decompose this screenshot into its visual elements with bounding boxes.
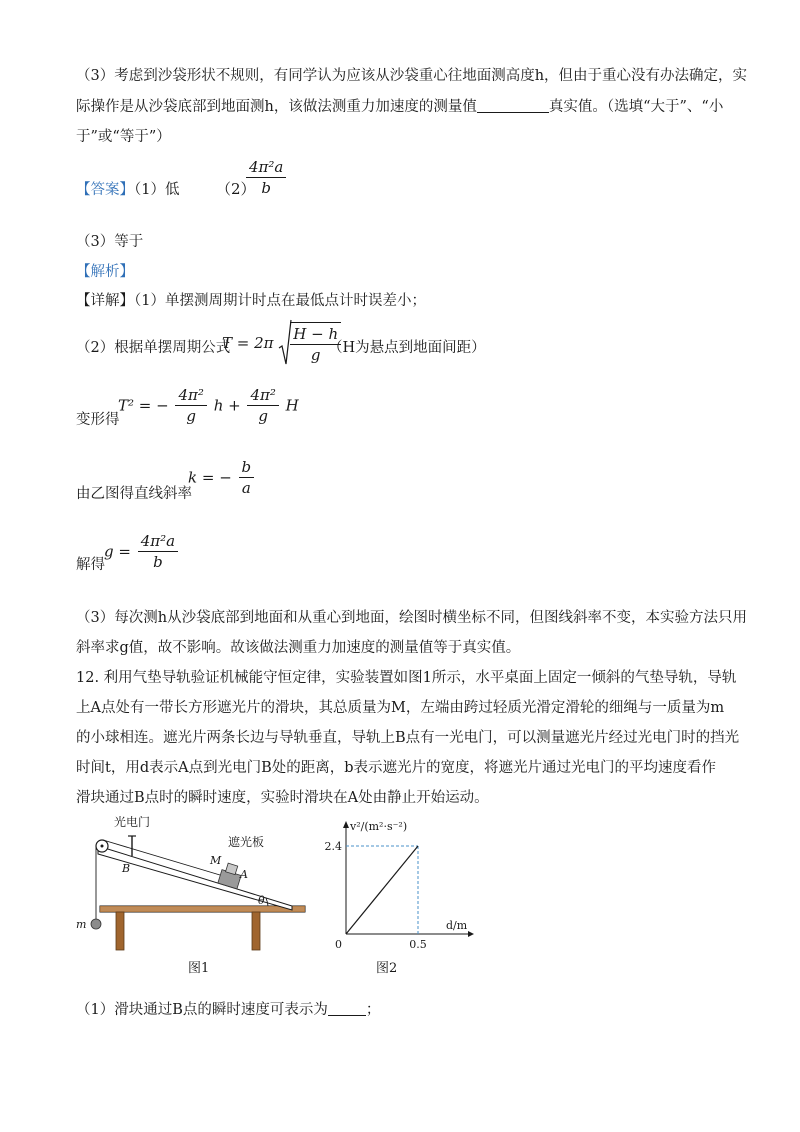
q12-line4: 时间t，用d表示A点到光电门B处的距离，b表示遮光片的宽度，将遮光片通过光电门的平均速度看作 bbox=[76, 760, 717, 776]
label-theta: θ bbox=[258, 894, 265, 907]
answer-line1 bbox=[76, 178, 179, 199]
detail-line3-pre: 变形得 bbox=[76, 412, 120, 428]
y-axis-arrow-icon bbox=[343, 821, 349, 828]
x-tick-label: 0.5 bbox=[409, 938, 427, 951]
pulley-axle-icon bbox=[101, 845, 104, 848]
detail-line4-pre: 由乙图得直线斜率 bbox=[76, 486, 192, 502]
q12-line2: 上A点处有一带长方形遮光片的滑块，其总质量为M，左端由跨过轻质光滑定滑轮的细绳与一质量为m bbox=[76, 700, 725, 716]
period-sqrt-num: H − h bbox=[290, 325, 341, 345]
period-sqrt-den: g bbox=[310, 346, 321, 364]
label-M: M bbox=[210, 854, 222, 867]
label-B: B bbox=[122, 862, 131, 875]
detail-line5-pre: 解得 bbox=[76, 557, 105, 573]
q12-line3: 的小球相连。遮光片两条长边与导轨垂直，导轨上B点有一光电门，可以测量遮光片经过光电门时的挡光 bbox=[76, 730, 740, 746]
answer-part2-label: （2） bbox=[216, 180, 256, 198]
table-leg-left bbox=[116, 912, 124, 950]
x-axis-label: d/m bbox=[446, 919, 468, 932]
origin-label: 0 bbox=[335, 938, 342, 951]
result-num: 4π²a bbox=[138, 532, 178, 552]
transform-mid: h + bbox=[213, 396, 241, 415]
label-A: A bbox=[240, 868, 248, 881]
slope-den: a bbox=[241, 479, 251, 497]
result-den: b bbox=[153, 553, 163, 571]
q3-line2-pre: 际操作是从沙袋底部到地面测h，该做法测重力加速度的测量值 bbox=[76, 99, 477, 115]
series-line bbox=[346, 846, 418, 934]
q12-sub1-post: ； bbox=[365, 1002, 381, 1018]
q12-sub1-pre: （1）滑块通过B点的瞬时速度可表示为 bbox=[76, 1002, 328, 1018]
slope-lhs: k = − bbox=[188, 468, 232, 487]
analysis-tag bbox=[76, 260, 134, 281]
analysis-tag-text: 【解析】 bbox=[76, 264, 134, 280]
q12-sub1 bbox=[76, 998, 380, 1019]
result-lhs: g = bbox=[104, 542, 131, 561]
figure-2-chart bbox=[318, 816, 478, 976]
detail-line7: 斜率求g值，故不影响。故该做法测重力加速度的测量值等于真实值。 bbox=[76, 640, 521, 656]
q3-line3: 于”或“等于”） bbox=[76, 129, 171, 145]
answer-tag: 【答案】 bbox=[76, 182, 134, 198]
label-m: m bbox=[76, 918, 87, 931]
y-tick-label: 2.4 bbox=[324, 840, 342, 853]
detail-line2-pre: （2）根据单摆周期公式 bbox=[76, 340, 231, 356]
ball-icon bbox=[91, 919, 101, 929]
slope-num: b bbox=[239, 458, 255, 478]
transform-tail: H bbox=[285, 396, 299, 415]
table-top-fill bbox=[100, 906, 305, 912]
q12-line1: 12. 利用气垫导轨验证机械能守恒定律，实验装置如图1所示，水平桌面上固定一倾斜的气垫导轨，导轨 bbox=[76, 670, 737, 686]
result-formula bbox=[104, 532, 180, 571]
transform-f2-den: g bbox=[258, 407, 268, 425]
detail-line6: （3）每次测h从沙袋底部到地面和从重心到地面，绘图时横坐标不同，但图线斜率不变，本实验方法只用 bbox=[76, 610, 748, 626]
x-axis-arrow-icon bbox=[468, 931, 474, 937]
transform-lhs: T² = − bbox=[118, 396, 169, 415]
table-leg-right bbox=[252, 912, 260, 950]
label-photogate: 光电门 bbox=[114, 816, 151, 829]
slope-formula bbox=[188, 458, 256, 497]
q3-line2 bbox=[76, 95, 723, 116]
q12-line5: 滑块通过B点时的瞬时速度，实验时滑块在A处由静止开始运动。 bbox=[76, 790, 489, 806]
answer-blank bbox=[477, 98, 549, 113]
answer-part1: （1）低 bbox=[134, 182, 180, 198]
figure-2-caption: 图2 bbox=[376, 961, 398, 976]
figure-1-caption: 图1 bbox=[188, 961, 210, 976]
transform-f2-num: 4π² bbox=[247, 386, 278, 406]
q12-sub1-blank bbox=[328, 1001, 366, 1016]
transform-f1-den: g bbox=[186, 407, 196, 425]
answer-frac-den: b bbox=[261, 179, 271, 197]
transform-f1-num: 4π² bbox=[175, 386, 206, 406]
detail-line1: 【详解】（1）单摆测周期计时点在最低点计时误差小； bbox=[76, 293, 426, 309]
transform-formula bbox=[118, 386, 299, 425]
label-plate: 遮光板 bbox=[228, 835, 265, 849]
answer-frac-num: 4π²a bbox=[246, 158, 286, 178]
q3-line1: （3）考虑到沙袋形状不规则，有同学认为应该从沙袋重心往地面测高度h，但由于重心没有办法确定，实 bbox=[76, 68, 748, 84]
period-formula bbox=[222, 318, 343, 368]
period-lhs: T = 2π bbox=[222, 334, 274, 352]
answer-part2-formula bbox=[244, 158, 288, 197]
q3-line2-post: 真实值。（选填“大于”、“小 bbox=[548, 99, 724, 115]
y-axis-label: v²/(m²·s⁻²) bbox=[350, 820, 408, 833]
figure-1-apparatus bbox=[70, 816, 310, 976]
detail-line2-post: （H为悬点到地面间距） bbox=[328, 340, 486, 356]
answer-part3: （3）等于 bbox=[76, 234, 144, 250]
